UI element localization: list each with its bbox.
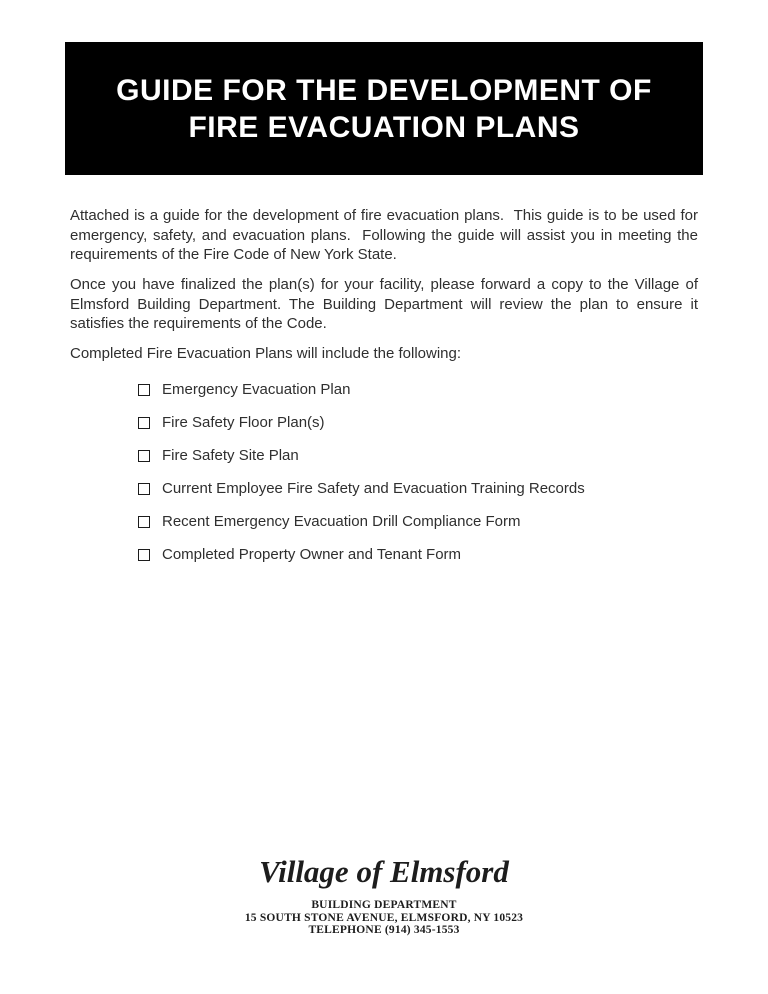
- checkbox-icon: [138, 450, 150, 462]
- checklist-item-label: Current Employee Fire Safety and Evacuation Training Records: [162, 480, 585, 497]
- checklist-item: [138, 449, 585, 463]
- checklist-item-label: Recent Emergency Evacuation Drill Compliance Form: [162, 513, 521, 530]
- title-banner: [65, 42, 703, 175]
- intro-paragraph: Attached is a guide for the development of fire evacuation plans. This guide is to be used for emergency, safety, and evacuation plans. Following the guide will assist you in meeting the requirements of the Fire Code of New York State.: [70, 207, 703, 263]
- checkbox-icon: [138, 516, 150, 528]
- checklist-item: [138, 383, 585, 397]
- document-title: [116, 72, 652, 146]
- checklist: [138, 383, 585, 581]
- checklist-item-label: Fire Safety Site Plan: [162, 447, 299, 464]
- checklist-item: [138, 482, 585, 496]
- checklist-intro: Completed Fire Evacuation Plans will include the following:: [70, 345, 462, 362]
- checklist-item-label: Fire Safety Floor Plan(s): [162, 414, 325, 431]
- telephone-line: TELEPHONE (914) 345-1553: [308, 924, 460, 937]
- submission-paragraph: Once you have finalized the plan(s) for your facility, please forward a copy to the Village of Elmsford Building Department. The Building Department will review the plan to ensure it satisfies the requirements of the Code.: [70, 276, 703, 332]
- checkbox-icon: [138, 483, 150, 495]
- checkbox-icon: [138, 417, 150, 429]
- title-line-2: FIRE EVACUATION PLANS: [188, 110, 580, 144]
- letterhead-footer: [0, 854, 768, 937]
- checkbox-icon: [138, 384, 150, 396]
- checklist-item-label: Completed Property Owner and Tenant Form: [162, 546, 462, 563]
- checklist-item-label: Emergency Evacuation Plan: [162, 381, 351, 398]
- checkbox-icon: [138, 549, 150, 561]
- checklist-item: [138, 515, 585, 529]
- checklist-item: [138, 548, 585, 562]
- department-line: BUILDING DEPARTMENT: [311, 899, 457, 911]
- organization-name: Village of Elmsford: [259, 854, 509, 889]
- title-line-1: GUIDE FOR THE DEVELOPMENT OF: [116, 73, 652, 107]
- checklist-item: [138, 416, 585, 430]
- address-line: 15 SOUTH STONE AVENUE, ELMSFORD, NY 10523: [244, 911, 524, 924]
